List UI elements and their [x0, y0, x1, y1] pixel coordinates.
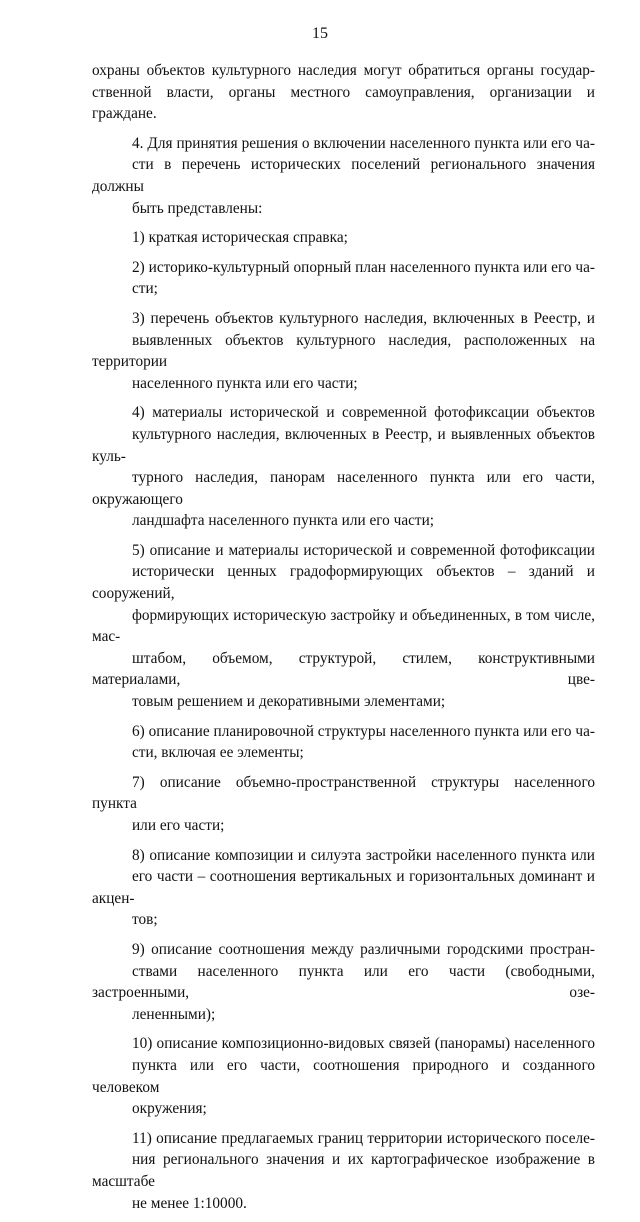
text-line: населенного пункта или его части;: [132, 374, 358, 392]
text-line: 2) историко-культурный опорный план населенного пункта или его ча-: [132, 258, 595, 276]
paragraph: [92, 1033, 595, 1119]
document-body: [92, 60, 595, 1222]
text-line: выявленных объектов культурного наследия, расположенных на территории: [92, 331, 595, 371]
paragraph: [92, 308, 595, 394]
paragraph: [92, 402, 595, 532]
text-line: ландшафта населенного пункта или его части;: [132, 512, 435, 530]
page-number: 15: [312, 25, 328, 42]
text-line: сти в перечень исторических поселений регионального значения должны: [92, 156, 595, 195]
text-line: турного наследия, панорам населенного пункта или его части, окружающего: [92, 469, 595, 508]
text-line: формирующих историческую застройку и объединенных, в том числе, мас-: [92, 606, 595, 646]
text-line: 1) краткая историческая справка;: [132, 229, 348, 247]
text-line: 7) описание объемно-пространственной структуры населенного пункта: [92, 773, 595, 813]
text-line: его части – соотношения вертикальных и горизонтальных доминант и акцен-: [92, 868, 595, 907]
text-line: исторически ценных градоформирующих объектов – зданий и сооружений,: [92, 563, 595, 603]
paragraph: [92, 772, 595, 837]
text-line: 5) описание и материалы исторической и современной фотофиксации: [132, 541, 595, 559]
text-line: лененными);: [132, 1005, 216, 1023]
paragraph: [92, 845, 595, 931]
text-line: 4) материалы исторической и современной фотофиксации объектов: [132, 404, 595, 422]
paragraph-continuation: [92, 60, 595, 125]
text-line: окружения;: [132, 1100, 207, 1118]
paragraph: [92, 227, 595, 249]
text-line: или его части;: [132, 817, 225, 834]
text-line: 3) перечень объектов культурного наследия, включенных в Реестр, и: [132, 309, 595, 327]
text-line: не менее 1:10000.: [132, 1194, 247, 1212]
text-line: ственной власти, органы местного самоуправления, организации и граждане.: [92, 83, 595, 123]
paragraph: [92, 721, 595, 764]
text-line: 10) описание композиционно-видовых связей (панорамы) населенного: [132, 1035, 595, 1053]
text-line: охраны объектов культурного наследия могут обратиться органы государ-: [92, 62, 595, 79]
text-line: ния регионального значения и их картографическое изображение в масштабе: [92, 1151, 595, 1190]
paragraph: [92, 939, 595, 1025]
text-line: тов;: [132, 911, 158, 929]
text-line: 11) описание предлагаемых границ территории исторического поселе-: [132, 1129, 595, 1147]
text-line: товым решением и декоративными элементами;: [132, 693, 446, 711]
text-line: сти;: [132, 280, 158, 298]
text-line: 9) описание соотношения между различными городскими простран-: [132, 940, 595, 958]
text-line: пункта или его части, соотношения природного и созданного человеком: [92, 1056, 595, 1096]
paragraph: [92, 1128, 595, 1214]
paragraph: [92, 540, 595, 713]
text-line: 8) описание композиции и силуэта застройки населенного пункта или: [132, 846, 595, 864]
paragraph: [92, 257, 595, 300]
text-line: быть представлены:: [132, 199, 263, 217]
text-line: штабом, объемом, структурой, стилем, конструктивными материалами, цве-: [92, 649, 595, 689]
text-line: 4. Для принятия решения о включении населенного пункта или его ча-: [132, 134, 595, 152]
text-line: 6) описание планировочной структуры населенного пункта или его ча-: [132, 722, 595, 740]
paragraph: [92, 133, 595, 219]
text-line: ствами населенного пункта или его части (свободными, застроенными, озе-: [92, 962, 595, 1002]
text-line: сти, включая ее элементы;: [132, 744, 304, 762]
text-line: культурного наследия, включенных в Реестр, и выявленных объектов куль-: [92, 425, 595, 465]
